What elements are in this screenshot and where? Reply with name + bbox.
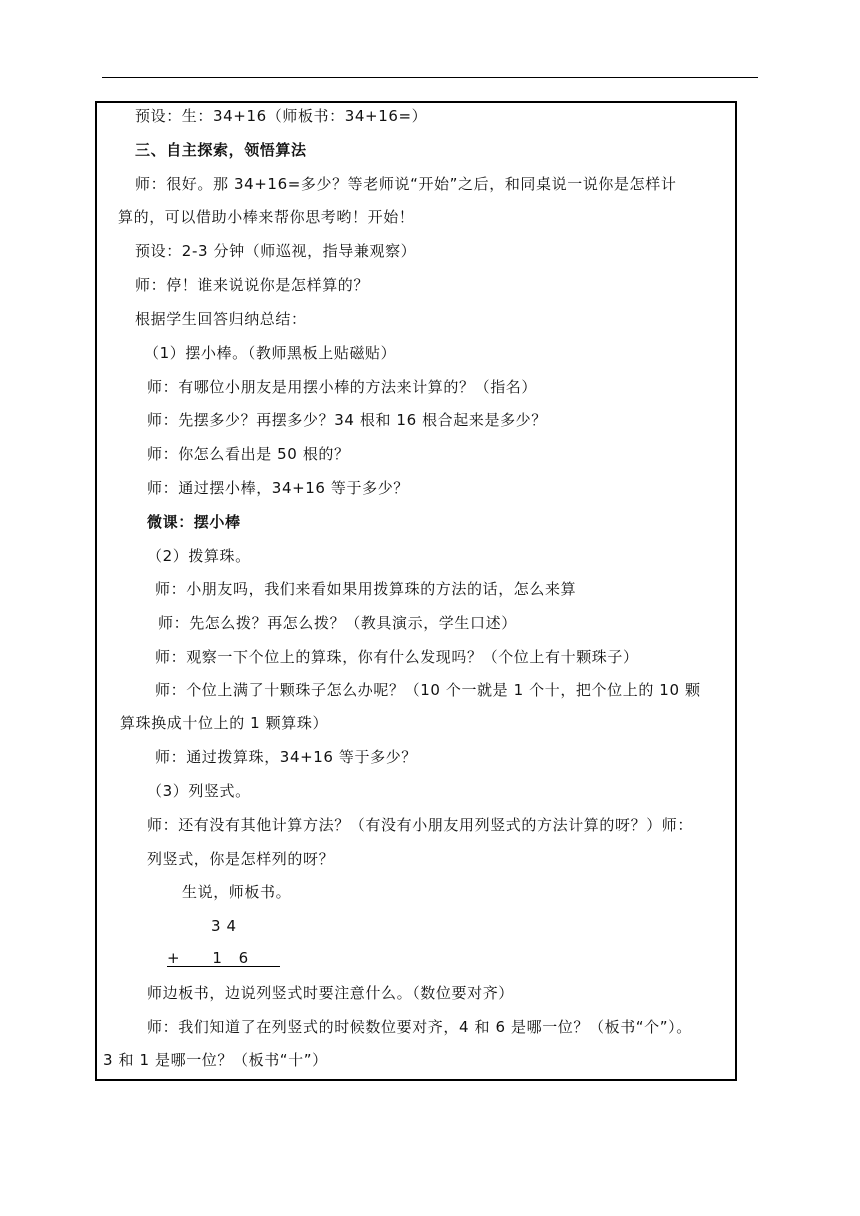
- microlesson-heading: 微课：摆小棒: [147, 513, 241, 531]
- text-line-teacher-14: 师：我们知道了在列竖式的时候数位要对齐，4 和 6 是哪一位？（板书“个”）。: [147, 1018, 692, 1036]
- text-line-teacher-4: 师：先摆多少？再摆多少？34 根和 16 根合起来是多少？: [147, 411, 547, 429]
- text-line-teacher-12-cont: 列竖式，你是怎样列的呀？: [147, 850, 335, 868]
- subheading-abacus: （2）拨算珠。: [147, 547, 251, 565]
- text-line-student-says: 生说，师板书。: [182, 883, 292, 901]
- text-line-teacher-8: 师：先怎么拨？再怎么拨？（教具演示，学生口述）: [158, 614, 517, 632]
- subheading-sticks: （1）摆小棒。（教师黑板上贴磁贴）: [144, 344, 397, 362]
- text-line-teacher-1: 师：很好。那 34+16=多少？等老师说“开始”之后，和同桌说一说你是怎样计: [135, 175, 677, 193]
- text-line-teacher-7: 师：小朋友吗，我们来看如果用拨算珠的方法的话，怎么来算: [155, 580, 577, 598]
- header-rule: [102, 77, 758, 78]
- vertical-addend-bottom: + 1 6: [167, 949, 249, 967]
- text-line-teacher-13: 师边板书，边说列竖式时要注意什么。（数位要对齐）: [147, 984, 514, 1002]
- text-line-teacher-3: 师：有哪位小朋友是用摆小棒的方法来计算的？（指名）: [147, 378, 538, 396]
- text-line-teacher-2: 师：停！谁来说说你是怎样算的？: [135, 276, 370, 294]
- text-line-teacher-12: 师：还有没有其他计算方法？（有没有小朋友用列竖式的方法计算的呀？）师：: [147, 816, 694, 834]
- text-line-preset-2: 预设：2-3 分钟（师巡视，指导兼观察）: [135, 242, 417, 260]
- vertical-addend-top: 3 4: [211, 917, 237, 935]
- text-line-teacher-9: 师：观察一下个位上的算珠，你有什么发现吗？（个位上有十颗珠子）: [155, 648, 639, 666]
- text-line-preset-1: 预设：生：34+16（师板书：34+16=）: [135, 107, 428, 125]
- text-line-teacher-1-cont: 算的，可以借助小棒来帮你思考哟！开始！: [118, 208, 415, 226]
- text-line-summary: 根据学生回答归纳总结：: [135, 310, 307, 328]
- text-line-teacher-6: 师：通过摆小棒，34+16 等于多少？: [147, 479, 409, 497]
- section-heading: 三、自主探索，领悟算法: [135, 141, 307, 159]
- text-line-teacher-10-cont: 算珠换成十位上的 1 颗算珠）: [120, 714, 329, 732]
- text-line-teacher-5: 师：你怎么看出是 50 根的？: [147, 445, 350, 463]
- text-line-teacher-10: 师：个位上满了十颗珠子怎么办呢？（10 个一就是 1 个十，把个位上的 10 颗: [155, 681, 701, 699]
- subheading-vertical: （3）列竖式。: [147, 782, 251, 800]
- text-line-teacher-14-cont: 3 和 1 是哪一位？（板书“十”）: [103, 1051, 328, 1069]
- text-line-teacher-11: 师：通过拨算珠，34+16 等于多少？: [155, 748, 417, 766]
- vertical-sum-rule: [167, 966, 280, 967]
